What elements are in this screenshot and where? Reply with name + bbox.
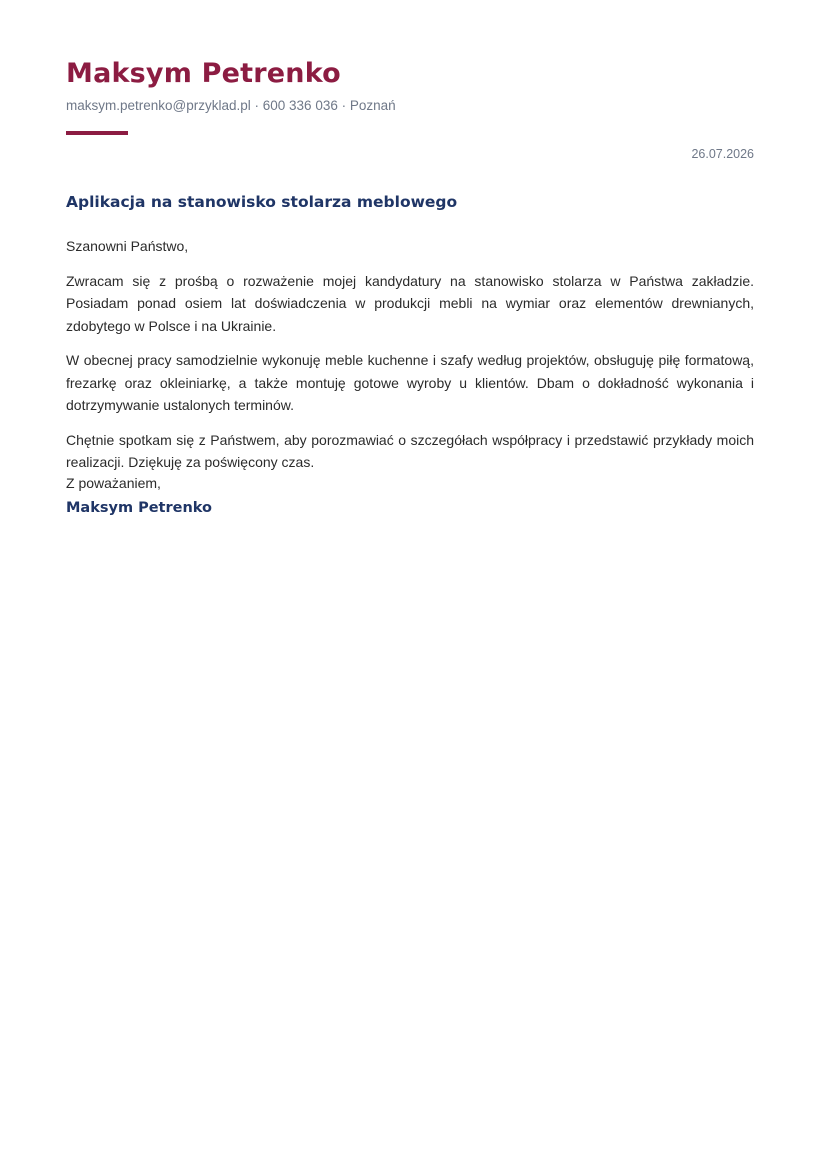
sender-name: Maksym Petrenko <box>66 58 341 89</box>
letter-body <box>66 235 754 486</box>
sender-contact-line: maksym.petrenko@przyklad.pl · 600 336 036 · Poznań <box>66 98 396 113</box>
letter-signature: Maksym Petrenko <box>66 500 213 516</box>
letter-paragraph-2: W obecnej pracy samodzielnie wykonuję meble kuchenne i szafy według projektów, obsługuję piłę formatową, frezarkę oraz okleiniarkę, a także montuję gotowe wyroby u klientów. Dbam o dokładność wykonania i dotrzymywanie ustalonych terminów. <box>66 352 754 413</box>
letter-paragraph-1: Zwracam się z prośbą o rozważenie mojej kandydatury na stanowisko stolarza w Państwa zakładzie. Posiadam ponad osiem lat doświadczenia w produkcji mebli na wymiar oraz elementów drewnianych, zdobytego w Polsce i na Ukrainie. <box>66 272 754 334</box>
letter-paragraph-3: Chętnie spotkam się z Państwem, aby porozmawiać o szczegółach współpracy i przedstawić przykłady moich realizacji. Dziękuję za poświęcony czas. <box>66 431 754 470</box>
accent-divider <box>66 131 128 135</box>
letter-subject: Aplikacja na stanowisko stolarza meblowego <box>66 193 458 211</box>
letter-greeting: Szanowni Państwo, <box>66 238 189 254</box>
letter-date: 26.07.2026 <box>691 147 754 161</box>
letter-closing: Z poważaniem, <box>66 475 161 491</box>
